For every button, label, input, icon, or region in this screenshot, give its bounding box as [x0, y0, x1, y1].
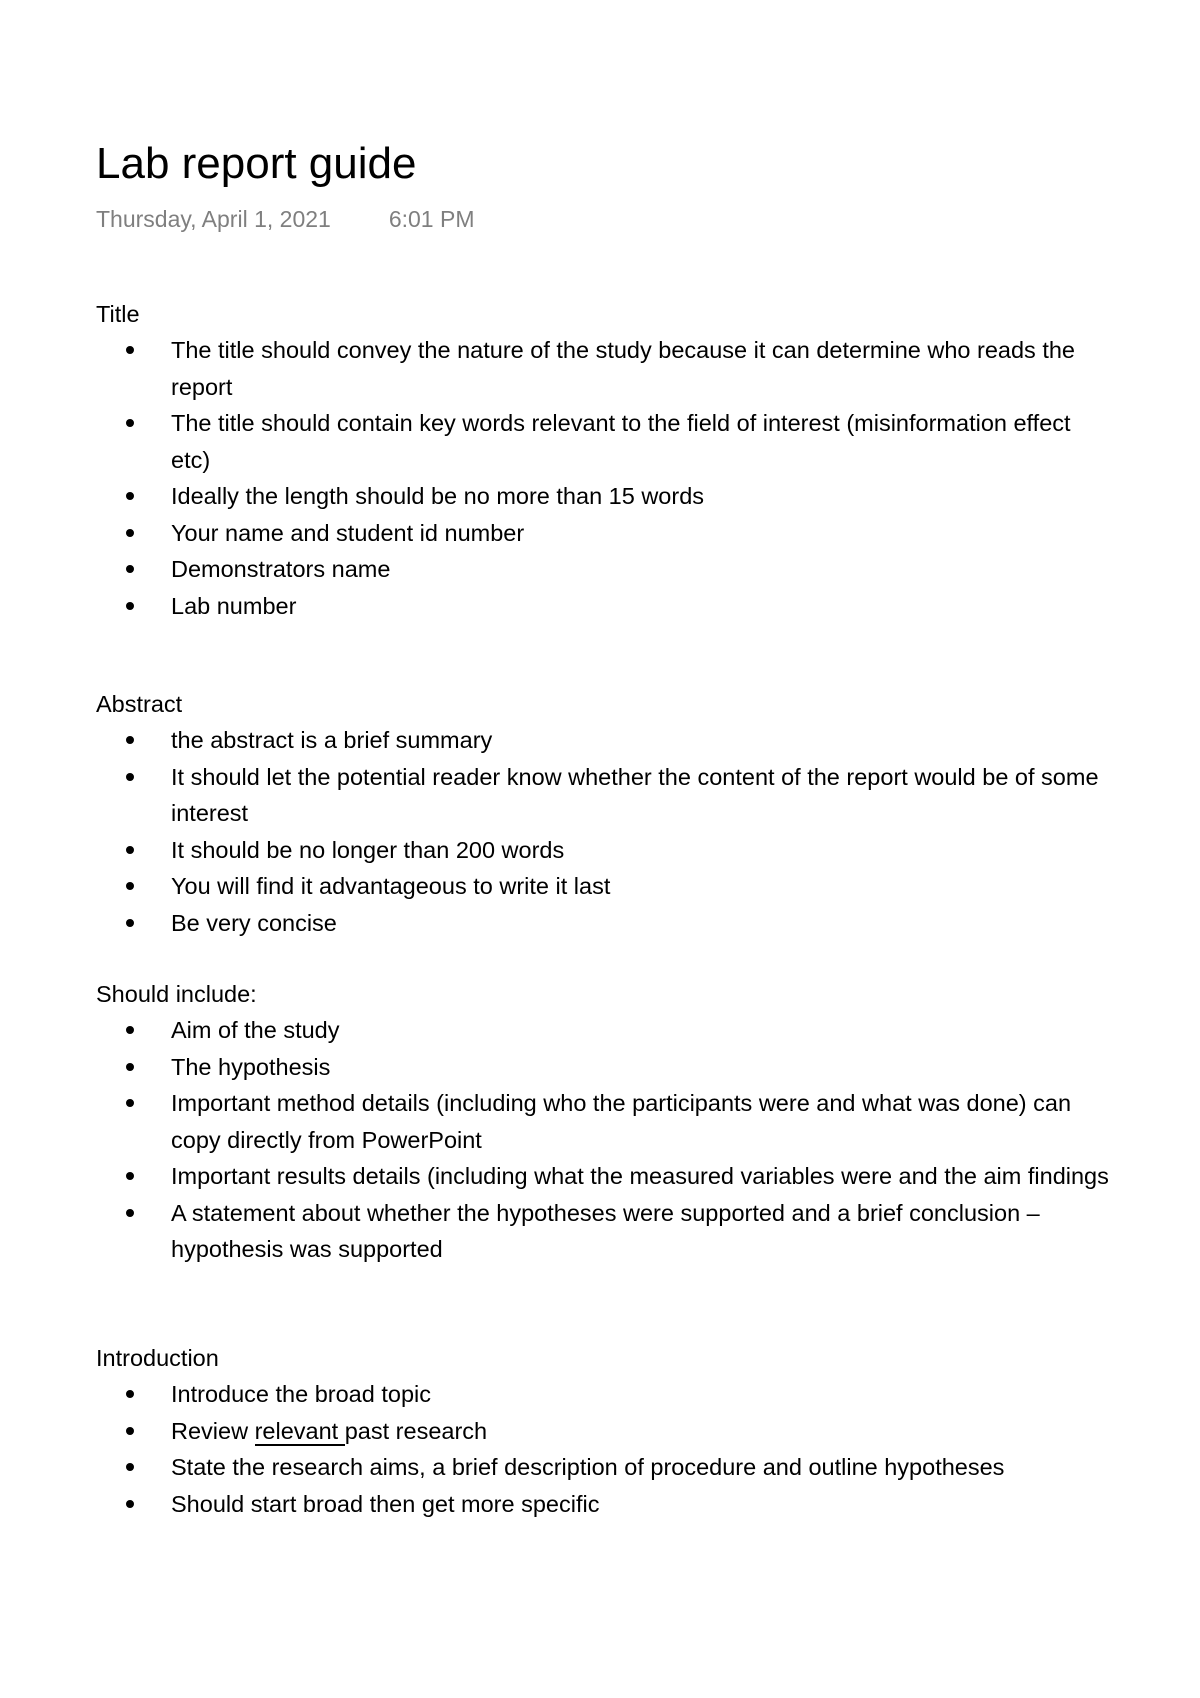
section-heading-should-include: Should include: [96, 981, 257, 1007]
section-heading-title: Title [96, 301, 140, 327]
list-item-text-after: past research [344, 1417, 488, 1444]
list-item [96, 1049, 1116, 1086]
list-item [96, 1413, 1116, 1450]
list-item [96, 1012, 1116, 1049]
list-item-text: The hypothesis [171, 1053, 331, 1080]
bullet-icon [126, 492, 134, 500]
section-heading-abstract: Abstract [96, 691, 183, 717]
list-item [96, 515, 1116, 552]
section-introduction [96, 1340, 1116, 1522]
list-item [96, 1449, 1116, 1486]
list-item [96, 1376, 1116, 1413]
section-title [96, 296, 1116, 624]
list-item-text: It should let the potential reader know whether the content of the report would be of some interest [171, 763, 1099, 826]
list-item-text: Aim of the study [171, 1017, 340, 1043]
list-item-text: Ideally the length should be no more than 15 words [171, 483, 705, 509]
bullet-icon [126, 1063, 134, 1071]
list-item-text: A statement about whether the hypotheses were supported and a brief conclusion – hypothesis was supported [171, 1199, 1040, 1262]
bullet-icon [126, 846, 134, 854]
bullet-icon [126, 773, 134, 781]
list-item [96, 1085, 1116, 1158]
list-item [96, 332, 1116, 405]
section-abstract [96, 686, 1116, 941]
list-item-text: Important results details (including what the measured variables were and the aim findings [171, 1163, 1109, 1189]
list-item-text: the abstract is a brief summary [171, 727, 493, 753]
list-item [96, 1158, 1116, 1195]
page-title: Lab report guide [96, 139, 417, 188]
list-item-text: Be very concise [171, 909, 337, 936]
list-item-text: Important method details (including who the participants were and what was done) can copy directly from PowerPoint [171, 1090, 1072, 1153]
bullet-icon [126, 736, 134, 744]
bullet-icon [126, 1500, 134, 1508]
bullet-icon [126, 529, 134, 537]
list-item [96, 832, 1116, 869]
list-item-text: Your name and student id number [171, 519, 525, 546]
bullet-icon [126, 419, 134, 427]
bullet-icon [126, 565, 134, 573]
bullet-list-should-include [96, 1012, 1116, 1268]
bullet-icon [126, 882, 134, 890]
bullet-icon [126, 1172, 134, 1180]
bullet-icon [126, 1099, 134, 1107]
bullet-icon [126, 602, 134, 610]
list-item-text: The title should contain key words relevant to the field of interest (misinformation effect etc) [171, 410, 1071, 473]
bullet-icon [126, 1463, 134, 1471]
list-item [96, 1486, 1116, 1523]
list-item [96, 905, 1116, 942]
list-item [96, 722, 1116, 759]
bullet-list-title [96, 332, 1116, 624]
section-heading-introduction: Introduction [96, 1345, 219, 1371]
bullet-icon [126, 1390, 134, 1398]
list-item-text: State the research aims, a brief description of procedure and outline hypotheses [171, 1454, 1005, 1480]
bullet-list-introduction [96, 1376, 1116, 1522]
bullet-icon [126, 919, 134, 927]
bullet-icon [126, 1209, 134, 1217]
list-item [96, 868, 1116, 905]
list-item-text: The title should convey the nature of the study because it can determine who reads the report [171, 337, 1075, 400]
list-item-text: It should be no longer than 200 words [171, 836, 565, 863]
list-item-text: You will find it advantageous to write it last [171, 873, 611, 899]
list-item [96, 588, 1116, 625]
bullet-icon [126, 346, 134, 354]
bullet-icon [126, 1427, 134, 1435]
list-item [96, 478, 1116, 515]
page-date: Thursday, April 1, 2021 [96, 206, 331, 232]
list-item-text: Demonstrators name [171, 556, 391, 582]
page-date-time [96, 204, 474, 234]
list-item [96, 1195, 1116, 1268]
bullet-icon [126, 1026, 134, 1034]
list-item-text-underlined: relevant [254, 1417, 345, 1444]
list-item [96, 759, 1116, 832]
page-time: 6:01 PM [388, 206, 475, 232]
list-item-text: Should start broad then get more specific [171, 1490, 600, 1517]
bullet-list-abstract [96, 722, 1116, 941]
list-item-text: Introduce the broad topic [171, 1381, 431, 1407]
list-item-text-before: Review [171, 1417, 255, 1444]
list-item-text: Lab number [171, 592, 297, 619]
section-should-include [96, 976, 1116, 1268]
list-item [96, 551, 1116, 588]
list-item [96, 405, 1116, 478]
